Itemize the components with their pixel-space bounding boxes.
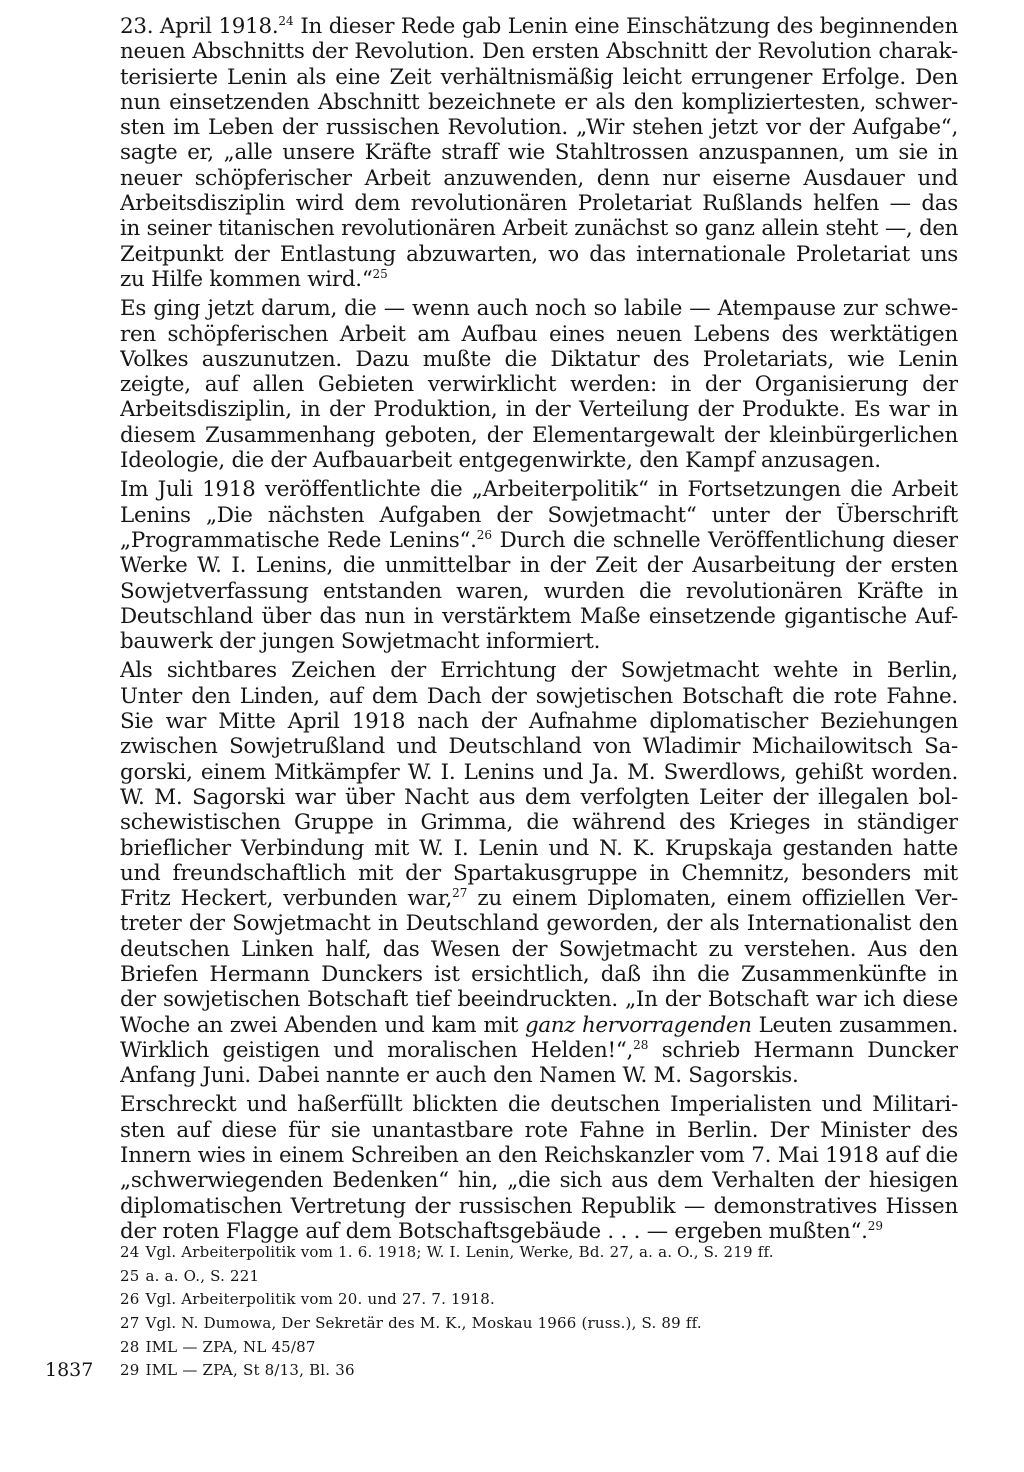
- text-segment: gorski, einem Mitkämpfer W. I. Lenins und Ja. M. Swerdlows, gehißt worden.: [120, 759, 958, 785]
- text-segment: Arbeitsdisziplin, in der Produktion, in der Verteilung der Produkte. Es war in: [120, 397, 958, 423]
- footnote-reference: 28: [633, 1037, 649, 1052]
- text-segment: „Programmatische Rede Lenins“.: [120, 527, 477, 553]
- text-line: [120, 242, 958, 267]
- text-line: [120, 372, 958, 397]
- text-segment: Briefen Hermann Dunckers ist ersichtlich, daß ihn die Zusammenkünfte in: [120, 961, 958, 987]
- footnote: [120, 1265, 840, 1289]
- text-line: [120, 267, 958, 292]
- text-line: [120, 65, 958, 90]
- text-segment: Als sichtbares Zeichen der Errichtung der Sowjetmacht wehte in Berlin,: [120, 658, 958, 684]
- footnote: [120, 1241, 840, 1265]
- text-segment: sagte er, „alle unsere Kräfte straff wie Stahltrossen anzuspannen, um sie in: [120, 140, 958, 166]
- text-line: [120, 658, 958, 683]
- text-segment: brieflicher Verbindung mit W. I. Lenin und N. K. Krupskaja gestanden hatte: [120, 835, 958, 861]
- text-line: [120, 810, 958, 835]
- text-line: [120, 709, 958, 734]
- text-segment: Es ging jetzt darum, die — wenn auch noch so labile — Atempause zur schwe-: [120, 296, 958, 322]
- text-line: [120, 1143, 958, 1168]
- text-line: [120, 861, 958, 886]
- footnote: [120, 1288, 840, 1312]
- text-segment: der roten Flagge auf dem Botschaftsgebäude . . . — ergeben mußten“.: [120, 1218, 868, 1244]
- text-line: [120, 937, 958, 962]
- text-segment: nun einsetzenden Abschnitt bezeichnete er als den kompliziertesten, schwer-: [120, 89, 958, 115]
- text-segment: Arbeitsdisziplin wird dem revolutionären Proletariat Rußlands helfen — das: [120, 191, 958, 217]
- footnote-number: 24: [120, 1243, 140, 1261]
- text-line: [120, 911, 958, 936]
- footnote-number: 29: [120, 1361, 140, 1380]
- text-line: [120, 579, 958, 604]
- text-segment: der sowjetischen Botschaft tief beeindruckten. „In der Botschaft war ich diese: [120, 987, 958, 1013]
- text-segment: sten im Leben der russischen Revolution. „Wir stehen jetzt vor der Aufgabe“,: [120, 115, 958, 141]
- text-line: [120, 296, 958, 321]
- text-segment: Leuten zusammen.: [751, 1012, 958, 1038]
- footnote-number: 25: [120, 1266, 140, 1285]
- footnote-text: IML — ZPA, NL 45/87: [145, 1337, 316, 1356]
- footnote-text: a. a. O., S. 221: [145, 1266, 260, 1285]
- text-segment: zu Hilfe kommen wird.“: [120, 266, 373, 292]
- text-segment: treter der Sowjetmacht in Deutschland geworden, der als Internationalist den: [120, 911, 958, 937]
- text-line: [120, 528, 958, 553]
- text-segment: Wirklich geistigen und moralischen Helden!“,: [120, 1037, 634, 1063]
- page-number: 1837: [45, 1359, 94, 1381]
- text-segment: Erschreckt und haßerfüllt blickten die deutschen Imperialisten und Militari-: [120, 1092, 958, 1118]
- text-line: [120, 322, 958, 347]
- text-segment: Innern wies in einem Schreiben an den Reichskanzler vom 7. Mai 1918 auf die: [120, 1143, 958, 1169]
- text-line: [120, 347, 958, 372]
- footnote-number: 28: [120, 1337, 140, 1356]
- text-line: [120, 604, 958, 629]
- text-line: [120, 987, 958, 1012]
- emphasized-text: ganz hervorragenden: [525, 1012, 752, 1038]
- text-line: [120, 191, 958, 216]
- footnote-text: Vgl. Arbeiterpolitik vom 20. und 27. 7. 1918.: [145, 1290, 495, 1309]
- text-line: [120, 477, 958, 502]
- text-segment: Sowjetverfassung entstanden waren, wurden die revolutionären Kräfte in: [120, 578, 958, 604]
- text-line: [120, 886, 958, 911]
- text-line: [120, 1038, 958, 1063]
- text-line: [120, 1063, 958, 1088]
- text-line: [120, 166, 958, 191]
- footnote-reference: 24: [278, 14, 294, 28]
- footnotes: [120, 1241, 840, 1383]
- text-segment: und freundschaftlich mit der Spartakusgruppe in Chemnitz, besonders mit: [120, 860, 958, 886]
- text-line: [120, 448, 958, 473]
- text-segment: Fritz Heckert, verbunden war,: [120, 886, 453, 912]
- text-line: [120, 962, 958, 987]
- text-line: [120, 734, 958, 759]
- text-line: [120, 1118, 958, 1143]
- footnote-text: Vgl. N. Dumowa, Der Sekretär des M. K., Moskau 1966 (russ.), S. 89 ff.: [145, 1314, 702, 1333]
- text-segment: diplomatischen Vertretung der russischen Republik — demonstratives Hissen: [120, 1193, 958, 1219]
- text-segment: Sie war Mitte April 1918 nach der Aufnahme diplomatischer Beziehungen: [120, 709, 958, 735]
- text-line: [120, 140, 958, 165]
- footnote: [120, 1312, 840, 1336]
- footnote-text: IML — ZPA, St 8/13, Bl. 36: [145, 1361, 355, 1380]
- text-segment: zu einem Diplomaten, einem offiziellen Ver-: [467, 886, 958, 912]
- text-segment: neuen Abschnitts der Revolution. Den ersten Abschnitt der Revolution charak-: [120, 39, 958, 65]
- footnote-text: Vgl. Arbeiterpolitik vom 1. 6. 1918; W. I. Lenin, Werke, Bd. 27, a. a. O., S. 219 ff.: [145, 1243, 774, 1261]
- text-segment: Lenins „Die nächsten Aufgaben der Sowjetmacht“ unter der Überschrift: [120, 502, 958, 528]
- text-line: [120, 14, 958, 39]
- text-segment: In dieser Rede gab Lenin eine Einschätzung des beginnenden: [293, 14, 958, 39]
- text-segment: Ideologie, die der Aufbauarbeit entgegenwirkte, den Kampf anzusagen.: [120, 448, 881, 474]
- text-line: [120, 760, 958, 785]
- footnote-number: 26: [120, 1290, 140, 1309]
- text-line: [120, 423, 958, 448]
- text-line: [120, 90, 958, 115]
- text-segment: zwischen Sowjetrußland und Deutschland von Wladimir Michailowitsch Sa-: [120, 734, 958, 760]
- text-segment: diesem Zusammenhang geboten, der Elementargewalt der kleinbürgerlichen: [120, 422, 958, 448]
- text-segment: schewistischen Gruppe in Grimma, die während des Krieges in ständiger: [120, 810, 958, 836]
- text-line: [120, 39, 958, 64]
- footnote-reference: 29: [867, 1218, 883, 1233]
- text-segment: Unter den Linden, auf dem Dach der sowjetischen Botschaft die rote Fahne.: [120, 683, 958, 709]
- text-line: [120, 684, 958, 709]
- text-segment: terisierte Lenin als eine Zeit verhältnismäßig leicht errungener Erfolge. Den: [120, 64, 958, 90]
- text-segment: Deutschland über das nun in verstärktem Maße einsetzende gigantische Auf-: [120, 603, 958, 629]
- text-segment: schrieb Hermann Duncker: [648, 1037, 958, 1063]
- footnote-reference: 26: [476, 527, 492, 542]
- text-segment: deutschen Linken half, das Wesen der Sowjetmacht zu verstehen. Aus den: [120, 936, 958, 962]
- text-segment: ren schöpferischen Arbeit am Aufbau eines neuen Lebens des werktätigen: [120, 321, 958, 347]
- text-segment: zeigte, auf allen Gebieten verwirklicht werden: in der Organisierung der: [120, 372, 958, 398]
- text-segment: bauwerk der jungen Sowjetmacht informiert.: [120, 629, 601, 655]
- text-line: [120, 503, 958, 528]
- text-line: [120, 629, 958, 654]
- text-segment: Durch die schnelle Veröffentlichung dieser: [491, 527, 958, 553]
- text-line: [120, 397, 958, 422]
- text-segment: Werke W. I. Lenins, die unmittelbar in der Zeit der Ausarbeitung der ersten: [120, 553, 958, 579]
- footnote: [120, 1359, 840, 1383]
- text-segment: Im Juli 1918 veröffentlichte die „Arbeiterpolitik“ in Fortsetzungen die Arbeit: [120, 477, 958, 503]
- footnote-reference: 27: [452, 886, 468, 901]
- text-segment: neuer schöpferischer Arbeit anzuwenden, denn nur eiserne Ausdauer und: [120, 165, 958, 191]
- text-segment: Anfang Juni. Dabei nannte er auch den Namen W. M. Sagorskis.: [120, 1063, 799, 1089]
- text-line: [120, 1168, 958, 1193]
- text-segment: sten auf diese für sie unantastbare rote Fahne in Berlin. Der Minister des: [120, 1117, 958, 1143]
- text-segment: W. M. Sagorski war über Nacht aus dem verfolgten Leiter der illegalen bol-: [120, 784, 958, 810]
- text-segment: „schwerwiegenden Bedenken“ hin, „die sich aus dem Verhalten der hiesigen: [120, 1168, 958, 1194]
- text-line: [120, 553, 958, 578]
- text-line: [120, 836, 958, 861]
- text-segment: Woche an zwei Abenden und kam mit: [120, 1012, 526, 1038]
- text-line: [120, 1194, 958, 1219]
- text-segment: in seiner titanischen revolutionären Arbeit zunächst so ganz allein steht —, den: [120, 216, 958, 242]
- footnote-reference: 25: [372, 266, 388, 281]
- text-segment: Zeitpunkt der Entlastung abzuwarten, wo das internationale Proletariat uns: [120, 241, 958, 267]
- text-segment: 23. April 1918.: [120, 14, 279, 39]
- body-text: [120, 14, 958, 1244]
- footnote-number: 27: [120, 1314, 140, 1333]
- text-line: [120, 1092, 958, 1117]
- text-segment: Volkes auszunutzen. Dazu mußte die Diktatur des Proletariats, wie Lenin: [120, 346, 958, 372]
- footnote: [120, 1336, 840, 1360]
- text-line: [120, 115, 958, 140]
- text-line: [120, 216, 958, 241]
- text-line: [120, 1013, 958, 1038]
- text-line: [120, 785, 958, 810]
